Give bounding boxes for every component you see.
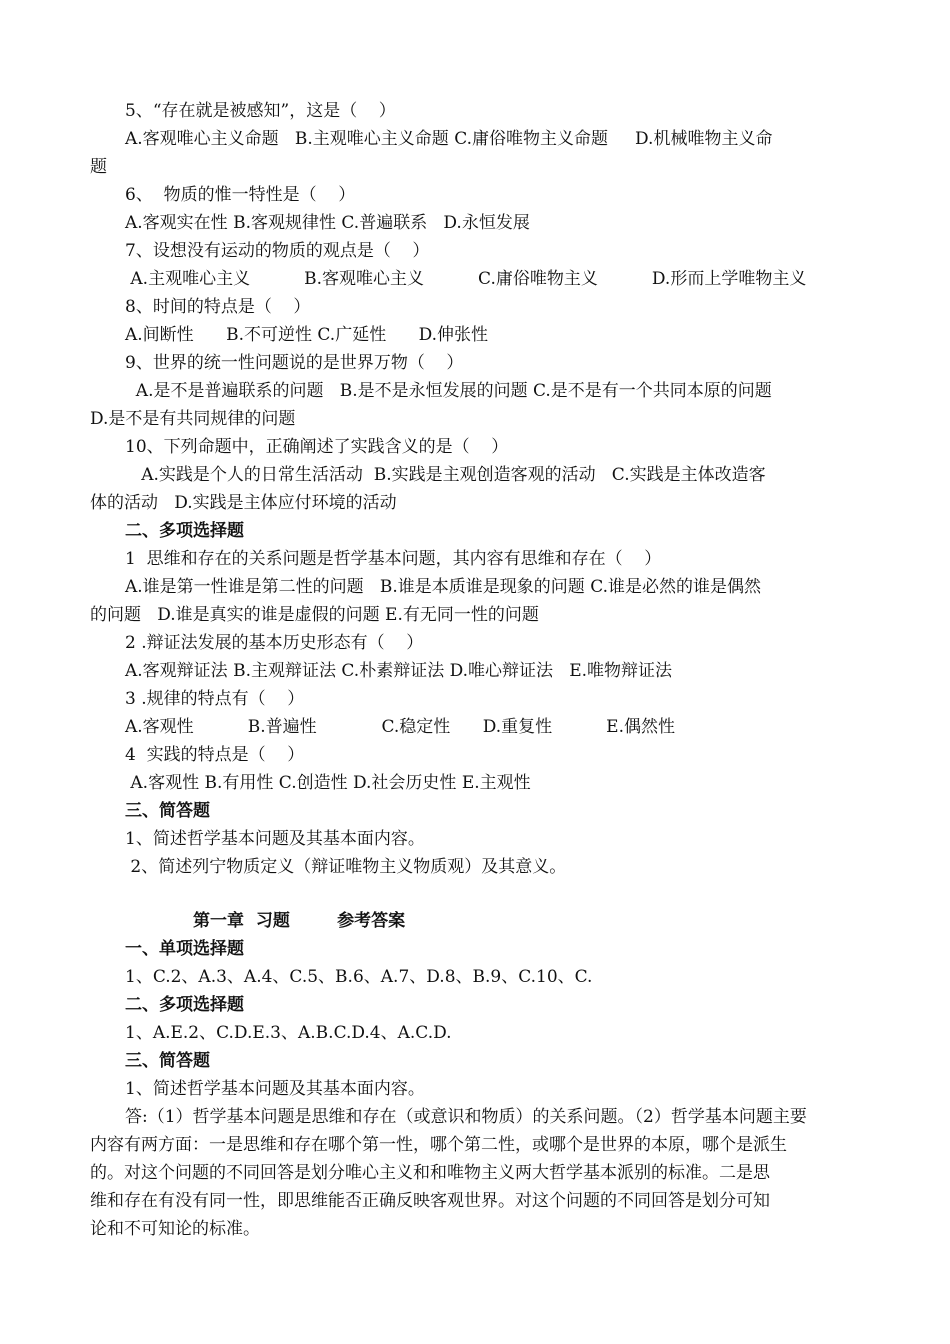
q6-options: A.客观实在性 B.客观规律性 C.普遍联系 D.永恒发展	[125, 213, 530, 233]
answer-paragraph-line: 内容有两方面：一是思维和存在哪个第一性，哪个第二性，或哪个是世界的本原，哪个是派生	[90, 1135, 787, 1155]
q10-options: A.实践是个人的日常生活活动 B.实践是主观创造客观的活动 C.实践是主体改造客	[125, 465, 766, 485]
answer-paragraph-line: 的。对这个问题的不同回答是划分唯心主义和和唯物主义两大哲学基本派别的标准。二是思	[90, 1163, 770, 1183]
sa-q2: 2、简述列宁物质定义（辩证唯物主义物质观）及其意义。	[125, 857, 567, 877]
q5-options-cont: 题	[90, 157, 107, 177]
mc-q1-options-cont: 的问题 D.谁是真实的谁是虚假的问题 E.有无同一性的问题	[90, 605, 539, 625]
q7-stem: 7、设想没有运动的物质的观点是（ ）	[125, 241, 430, 261]
answer-single-line: 1、C.2、A.3、A.4、C.5、B.6、A.7、D.8、B.9、C.10、C.	[125, 967, 593, 987]
answer-key-title: 第一章 习题 参考答案	[193, 911, 406, 931]
q5-options: A.客观唯心主义命题 B.主观唯心主义命题 C.庸俗唯物主义命题 D.机械唯物主义命	[125, 129, 773, 149]
mc-q3-options: A.客观性 B.普遍性 C.稳定性 D.重复性 E.偶然性	[125, 717, 675, 737]
q9-stem: 9、世界的统一性问题说的是世界万物（ ）	[125, 353, 464, 373]
answer-short-q1: 1、简述哲学基本问题及其基本面内容。	[125, 1079, 425, 1099]
mc-q4-stem: 4 实践的特点是（ ）	[125, 745, 305, 765]
answer-single-heading: 一、单项选择题	[125, 939, 244, 959]
q10-options-cont: 体的活动 D.实践是主体应付环境的活动	[90, 493, 397, 513]
sa-q1: 1、简述哲学基本问题及其基本面内容。	[125, 829, 425, 849]
answer-multi-line: 1、A.E.2、C.D.E.3、A.B.C.D.4、A.C.D.	[125, 1023, 452, 1043]
q8-stem: 8、时间的特点是（ ）	[125, 297, 311, 317]
mc-q4-options: A.客观性 B.有用性 C.创造性 D.社会历史性 E.主观性	[125, 773, 531, 793]
answer-paragraph-line: 维和存在有没有同一性，即思维能否正确反映客观世界。对这个问题的不同回答是划分可知	[90, 1191, 770, 1211]
q5-stem: 5、“存在就是被感知”，这是（ ）	[125, 101, 396, 121]
q9-options-cont: D.是不是有共同规律的问题	[90, 409, 296, 429]
mc-q1-stem: 1 思维和存在的关系问题是哲学基本问题，其内容有思维和存在（ ）	[125, 549, 662, 569]
mc-q3-stem: 3 .规律的特点有（ ）	[125, 689, 305, 709]
q7-options: A.主观唯心主义 B.客观唯心主义 C.庸俗唯物主义 D.形而上学唯物主义	[125, 269, 807, 289]
mc-q2-stem: 2 .辩证法发展的基本历史形态有（ ）	[125, 633, 424, 653]
q9-options: A.是不是普遍联系的问题 B.是不是永恒发展的问题 C.是不是有一个共同本原的问题	[125, 381, 772, 401]
answer-multi-heading: 二、多项选择题	[125, 995, 244, 1015]
q10-stem: 10、下列命题中，正确阐述了实践含义的是（ ）	[125, 437, 509, 457]
answer-paragraph-line: 答:（1）哲学基本问题是思维和存在（或意识和物质）的关系问题。（2）哲学基本问题主要	[125, 1107, 807, 1127]
short-answer-heading: 三、简答题	[125, 801, 210, 821]
answer-paragraph-line: 论和不可知论的标准。	[90, 1219, 260, 1239]
q8-options: A.间断性 B.不可逆性 C.广延性 D.伸张性	[125, 325, 489, 345]
q6-stem: 6、 物质的惟一特性是（ ）	[125, 185, 356, 205]
mc-q2-options: A.客观辩证法 B.主观辩证法 C.朴素辩证法 D.唯心辩证法 E.唯物辩证法	[125, 661, 673, 681]
mc-q1-options: A.谁是第一性谁是第二性的问题 B.谁是本质谁是现象的问题 C.谁是必然的谁是偶然	[125, 577, 761, 597]
answer-short-heading: 三、简答题	[125, 1051, 210, 1071]
multiple-choice-heading: 二、多项选择题	[125, 521, 244, 541]
